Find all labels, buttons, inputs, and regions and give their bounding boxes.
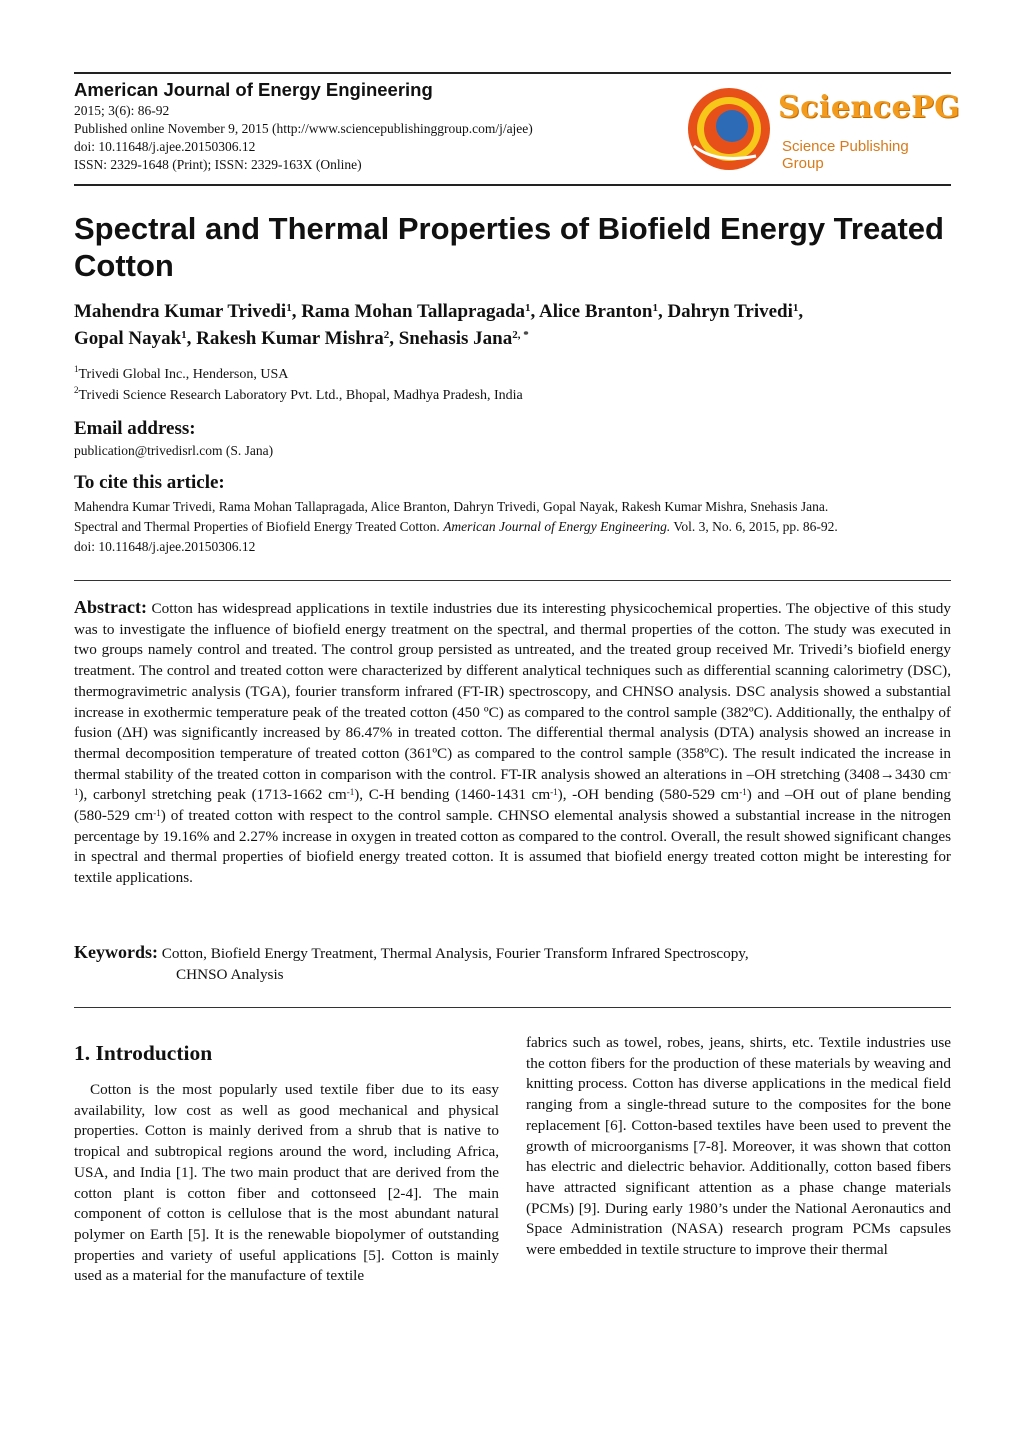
- affiliation-sup: 1: [74, 364, 79, 374]
- section-heading-introduction: 1. Introduction: [74, 1041, 213, 1065]
- author-name: Gopal Nayak: [74, 328, 182, 349]
- published-online: Published online November 9, 2015 (http://www.sciencepublishinggroup.com/j/ajee): [74, 121, 533, 136]
- header-top-rule: [74, 72, 951, 74]
- sciencepg-logo: [686, 84, 961, 174]
- abstract-label: Abstract:: [74, 597, 147, 617]
- cite-heading: To cite this article:: [74, 472, 225, 493]
- keywords-line-2: CHNSO Analysis: [176, 965, 284, 983]
- citation-title: Spectral and Thermal Properties of Biofield Energy Treated Cotton.: [74, 519, 444, 534]
- abstract-text-3: ), C-H bending (1460-1431 cm: [354, 786, 551, 804]
- author-affil-sup: 1: [525, 302, 531, 314]
- citation-authors: Mahendra Kumar Trivedi, Rama Mohan Tallapragada, Alice Branton, Dahryn Trivedi, Gopal Nayak, Rakesh Kumar Mishra, Snehasis Jana.: [74, 499, 829, 514]
- author-list: Mahendra Kumar Trivedi$^1$, Rama Mohan Tallapragada$^1$, Alice Branton$^1$, Dahryn Trivedi$^1$, Gopal Nayak$^1$, Rakesh Kumar Mishra$^2$, Snehasis Jana$^{2, *}$: [74, 301, 804, 349]
- author-affil-sup: 1: [286, 302, 292, 314]
- author-affil-sup: 1: [181, 329, 187, 341]
- intro-left-column: Cotton is the most popularly used textile fiber due to its easy availability, low cost as well as good mechanical and physical properties. Cotton is mainly derived from a shrub that is native to tropical and subtropical regions around the word, including Africa, USA, and India [1]. The two main product that are derived from the cotton plant is cotton fiber and cottonseed [2-4]. The main component of cotton is cellulose that is the most abundant natural polymer on Earth [5]. It is the renewable biopolymer of outstanding properties and variety of useful applications [5]. Cotton is mainly used as a material for the manufacture of textile: [74, 1081, 499, 1285]
- author-affil-sup: 1: [792, 302, 799, 314]
- author-name: Dahryn Trivedi: [667, 301, 793, 322]
- email-address: publication@trivedisrl.com (S. Jana): [74, 443, 274, 458]
- unit-sup: -1: [739, 787, 747, 798]
- citation: [74, 497, 954, 557]
- keywords-label: Keywords:: [74, 942, 158, 962]
- citation-reference: [74, 517, 954, 537]
- email-heading: Email address:: [74, 418, 196, 439]
- intro-right-column: fabrics such as towel, robes, jeans, shirts, etc. Textile industries use the cotton fibers for the production of these materials by weaving and knitting process. Cotton has diverse applications in the medical field ranging from a single-thread suture to the composites for the bone replacement [6]. Cotton-based textiles have been used to prevent the growth of microorganisms [7-8]. Moreover, it was shown that cotton has electric and dielectric behavior. Additionally, cotton based fibers have attracted significant attention as a phase change materials (PCMs) [9]. During early 1980’s under the National Aeronautics and Space Administration (NASA) research program PCMs capsules were embedded in textile structure to improve their thermal: [526, 1034, 951, 1259]
- unit-sup: -1: [74, 766, 951, 798]
- abstract-text-2: ), carbonyl stretching peak (1713-1662 cm: [78, 786, 347, 804]
- author-name: Mahendra Kumar Trivedi: [74, 301, 287, 322]
- affiliation-sup: 2: [74, 385, 79, 395]
- author-name: Snehasis Jana: [398, 328, 513, 349]
- abstract-text-1: Cotton has widespread applications in textile industries due its interesting physicochemical properties. The objective of this study was to investigate the influence of biofield energy treatment on the spectral, and thermal properties of the cotton. The study was executed in two groups namely control and treated. The control group persisted as untreated, and the treated group received Mr. Trivedi’s biofield energy treatment. The control and treated cotton were characterized by different analytical techniques such as differential scanning calorimetry (DSC), thermogravimetric analysis (TGA), fourier transform infrared (FT-IR) spectroscopy, and CHNSO analysis. DSC analysis showed a substantial increase in exothermic temperature peak of the treated cotton (450 ºC) as compared to the control sample (382ºC). Additionally, the enthalpy of fusion (ΔH) was significantly increased by 86.47% in treated cotton. The differential thermal analysis (DTA) analysis showed an increase in thermal decomposition temperature of treated cotton (361ºC) as compared to the control sample (358ºC). The result indicated the increase in thermal stability of the treated cotton in comparison with the control. FT-IR analysis showed an alterations in –OH stretching (3408→3430 cm: [74, 600, 951, 783]
- paper-title: Spectral and Thermal Properties of Biofield Energy Treated Cotton: [74, 211, 944, 283]
- author-affil-sup: 2: [383, 329, 390, 341]
- author-affil-sup: 2, *: [512, 329, 529, 341]
- citation-doi: doi: 10.11648/j.ajee.20150306.12: [74, 539, 256, 554]
- sciencepg-emblem-icon: [686, 86, 772, 172]
- abstract-text-4: ), -OH bending (580-529 cm: [557, 786, 740, 804]
- unit-sup: -1: [153, 808, 161, 819]
- affiliation-1: [74, 364, 289, 383]
- volume-pages: 2015; 3(6): 86-92: [74, 103, 170, 118]
- abstract-text-5: ) and –OH out of plane bending (580-529 cm: [74, 786, 951, 825]
- keywords-line-1: Cotton, Biofield Energy Treatment, Thermal Analysis, Fourier Transform Infrared Spectroscopy,: [161, 945, 749, 962]
- citation-journal: American Journal of Energy Engineering.: [443, 519, 671, 534]
- affiliation-text: Trivedi Science Research Laboratory Pvt. Ltd., Bhopal, Madhya Pradesh, India: [78, 388, 523, 403]
- header-doi: doi: 10.11648/j.ajee.20150306.12: [74, 139, 256, 154]
- abstract: [74, 597, 951, 889]
- unit-sup: -1: [346, 787, 355, 798]
- header-bottom-rule: [74, 184, 951, 186]
- author-name: Rakesh Kumar Mishra: [196, 328, 384, 349]
- journal-title: American Journal of Energy Engineering: [74, 79, 433, 100]
- logo-wordmark: SciencePG: [778, 90, 961, 125]
- author-affil-sup: 1: [652, 302, 658, 314]
- citation-volume: Vol. 3, No. 6, 2015, pp. 86-92.: [670, 519, 838, 534]
- affiliation-2: [74, 385, 523, 404]
- author-name: Rama Mohan Tallapragada: [301, 301, 526, 322]
- abstract-top-rule: [74, 580, 951, 581]
- abstract-text-6: ) of treated cotton with respect to the control sample. CHNSO elemental analysis showed a substantial increase in the nitrogen percentage by 19.16% and 2.27% increase in oxygen in treated cotton as compared to the control. Overall, the result showed significant changes in spectral and thermal properties of biofield energy treated cotton. It is assumed that biofield energy treated cotton might be interesting for textile applications.: [74, 807, 951, 887]
- author-name: Alice Branton: [538, 301, 653, 322]
- unit-sup: -1: [550, 787, 558, 798]
- keywords: [74, 942, 951, 985]
- affiliation-text: Trivedi Global Inc., Henderson, USA: [78, 367, 289, 382]
- keywords-bottom-rule: [74, 1007, 951, 1008]
- logo-subtitle: Science Publishing Group: [782, 138, 909, 172]
- issn: ISSN: 2329-1648 (Print); ISSN: 2329-163X (Online): [74, 157, 362, 172]
